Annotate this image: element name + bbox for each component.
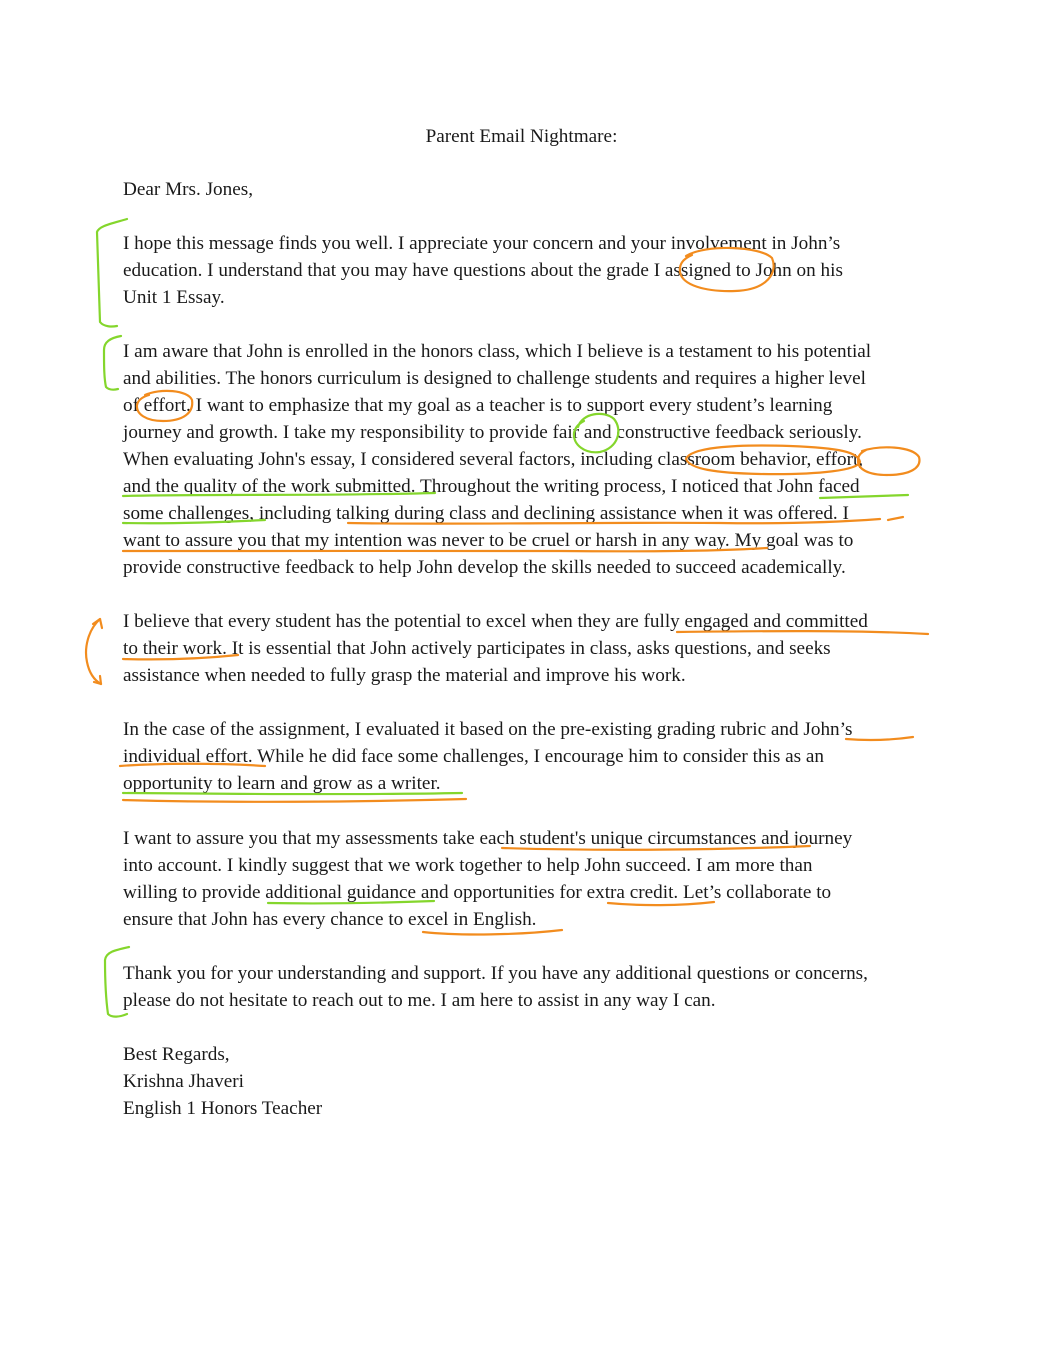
body-line: individual effort. While he did face some challenges, I encourage him to consider this as an [123, 746, 825, 767]
body-line: I want to assure you that my assessments take each student's unique circumstances and journey [123, 828, 853, 849]
body-line: journey and growth. I take my responsibility to provide fair and constructive feedback seriously. [123, 422, 862, 443]
orange-underline-mark [846, 737, 913, 740]
orange-circle-mark [858, 447, 919, 475]
body-line: When evaluating John's essay, I considered several factors, including classroom behavior, effort, [123, 449, 864, 470]
body-line: of effort. I want to emphasize that my goal as a teacher is to support every student’s learning [123, 395, 833, 416]
body-line: and abilities. The honors curriculum is designed to challenge students and requires a higher level [123, 368, 866, 389]
body-line: Unit 1 Essay. [123, 287, 225, 308]
signer-name: Krishna Jhaveri [123, 1071, 244, 1092]
body-line: willing to provide additional guidance and opportunities for extra credit. Let’s collaborate to [123, 882, 832, 903]
body-line: into account. I kindly suggest that we work together to help John succeed. I am more than [123, 855, 813, 876]
body-line: I am aware that John is enrolled in the honors class, which I believe is a testament to his potential [123, 341, 872, 362]
salutation: Dear Mrs. Jones, [123, 179, 254, 200]
body-line: opportunity to learn and grow as a writer. [123, 773, 441, 794]
orange-arrowhead-mark [93, 619, 102, 628]
body-line: to their work. It is essential that John actively participates in class, asks questions, and seeks [123, 638, 831, 659]
body-line: ensure that John has every chance to excel in English. [123, 909, 537, 930]
body-line: Thank you for your understanding and support. If you have any additional questions or concerns, [123, 963, 868, 984]
orange-arrowhead-mark [94, 676, 101, 684]
green-bracket-mark [104, 336, 121, 390]
body-line: I believe that every student has the potential to excel when they are fully engaged and committed [123, 611, 868, 632]
orange-underline-mark [888, 517, 903, 520]
body-line: education. I understand that you may have questions about the grade I assigned to John on his [123, 260, 843, 281]
body-line: some challenges, including talking during class and declining assistance when it was offered. I [123, 503, 849, 524]
orange-underline-mark [123, 799, 466, 802]
closing: Best Regards, [123, 1044, 230, 1065]
body-line: assistance when needed to fully grasp the material and improve his work. [123, 665, 686, 686]
signer-role: English 1 Honors Teacher [123, 1098, 323, 1119]
body-line: In the case of the assignment, I evaluated it based on the pre-existing grading rubric and John’s [123, 719, 853, 740]
document-title: Parent Email Nightmare: [425, 126, 618, 147]
body-line: I hope this message finds you well. I appreciate your concern and your involvement in John’s [123, 233, 841, 254]
body-line: want to assure you that my intention was never to be cruel or harsh in any way. My goal was to [123, 530, 854, 551]
body-line: and the quality of the work submitted. Throughout the writing process, I noticed that John faced [123, 476, 860, 497]
body-line: please do not hesitate to reach out to me. I am here to assist in any way I can. [123, 990, 716, 1011]
orange-arrow-mark [86, 619, 101, 684]
body-line: provide constructive feedback to help John develop the skills needed to succeed academically. [123, 557, 846, 578]
